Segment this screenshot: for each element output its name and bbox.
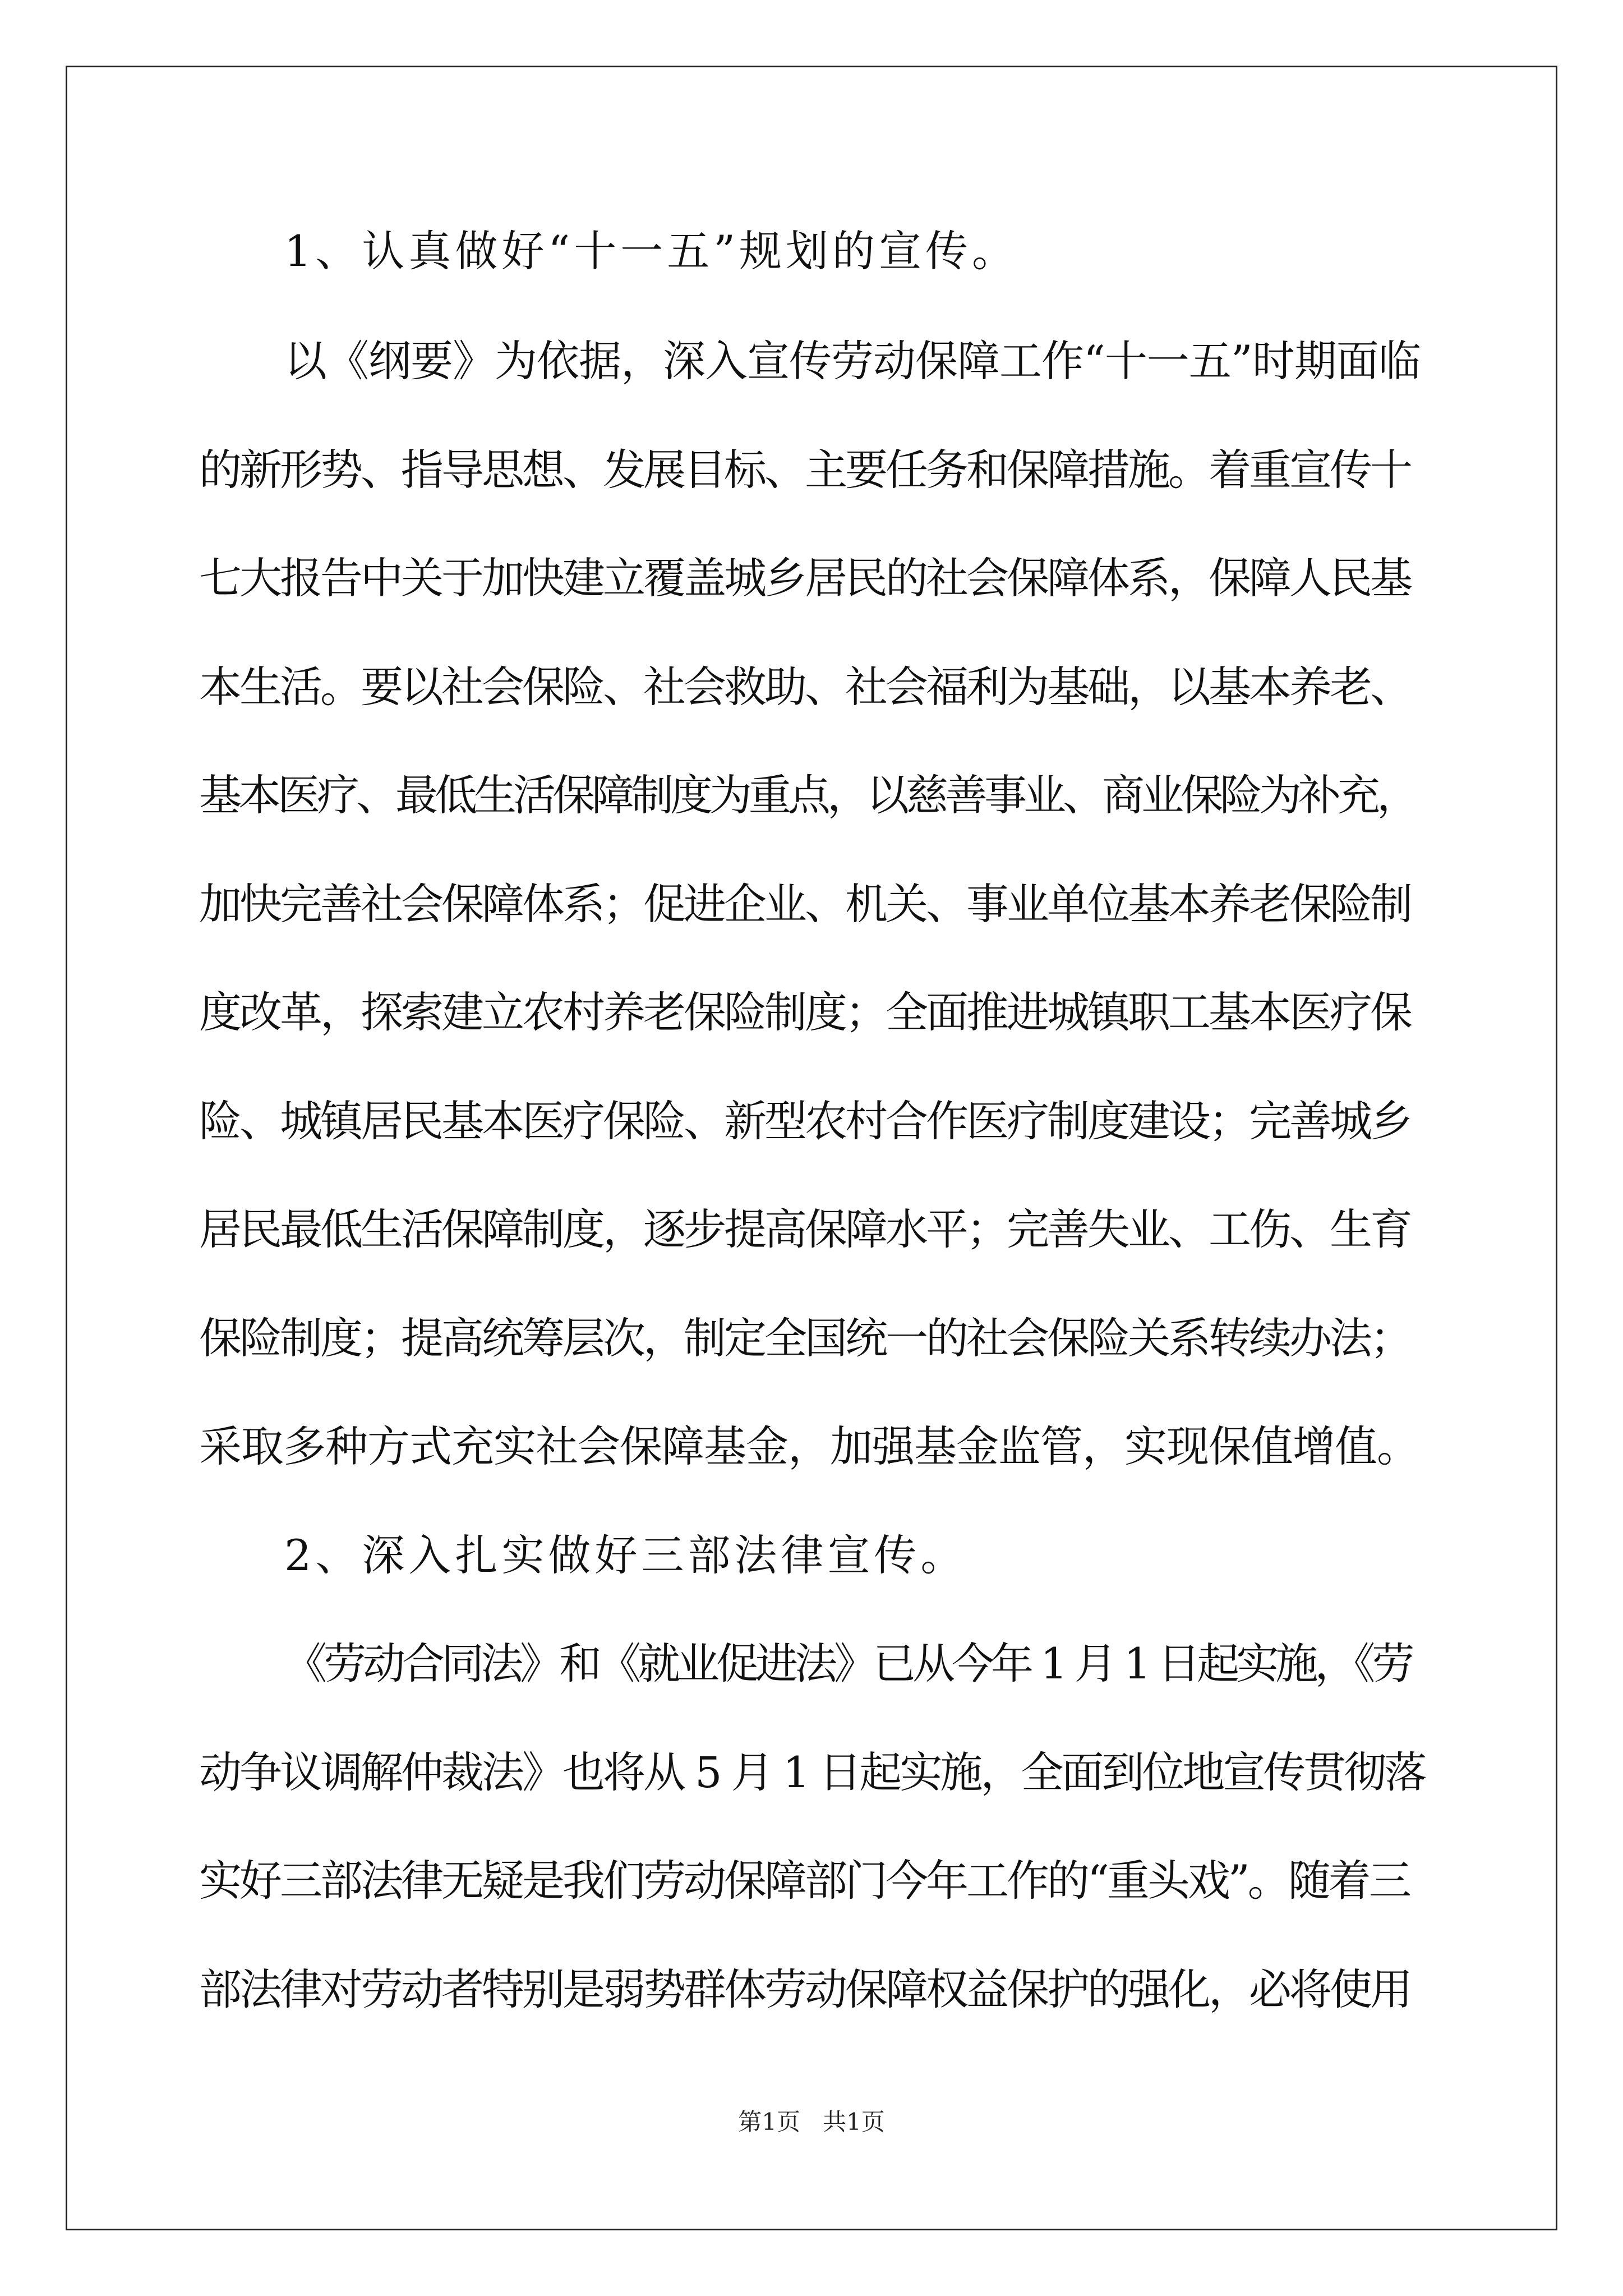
paragraph-2-line-7: 度改革，探索建立农村养老保险制度；全面推进城镇职工基本医疗保 xyxy=(199,987,1410,1037)
paragraph-2-line-10: 保险制度；提高统筹层次，制定全国统一的社会保险关系转续办法； xyxy=(199,1313,1410,1363)
paragraph-1-line-1: 1、认真做好“十一五”规划的宣传。 xyxy=(284,226,1019,276)
paragraph-3-line-1: 2、深入扎实做好三部法律宣传。 xyxy=(284,1530,967,1580)
paragraph-4-line-4: 部法律对劳动者特别是弱势群体劳动保障权益保护的强化，必将使用 xyxy=(199,1964,1410,2014)
paragraph-2-line-2: 的新形势、指导思想、发展目标、主要任务和保障措施。着重宣传十 xyxy=(199,445,1410,495)
paragraph-2-line-8: 险、城镇居民基本医疗保险、新型农村合作医疗制度建设；完善城乡 xyxy=(199,1096,1410,1146)
paragraph-2-line-1: 以《纲要》为依据，深入宣传劳动保障工作“十一五”时期面临 xyxy=(284,336,1421,386)
paragraph-4-line-3: 实好三部法律无疑是我们劳动保障部门今年工作的“重头戏”。随着三 xyxy=(199,1856,1409,1906)
paragraph-2-line-3: 七大报告中关于加快建立覆盖城乡居民的社会保障体系，保障人民基 xyxy=(199,553,1410,603)
paragraph-2-line-5: 基本医疗、最低生活保障制度为重点，以慈善事业、商业保险为补充， xyxy=(199,770,1416,820)
paragraph-4-line-2: 动争议调解仲裁法》也将从 5 月 1 日起实施，全面到位地宣传贯彻落 xyxy=(199,1747,1425,1797)
paragraph-2-line-9: 居民最低生活保障制度，逐步提高保障水平；完善失业、工伤、生育 xyxy=(199,1204,1410,1254)
paragraph-2-line-4: 本生活。要以社会保险、社会救助、社会福利为基础，以基本养老、 xyxy=(199,662,1410,712)
paragraph-2-line-6: 加快完善社会保障体系；促进企业、机关、事业单位基本养老保险制 xyxy=(199,879,1410,929)
paragraph-2-line-11: 采取多种方式充实社会保障基金，加强基金监管，实现保值增值。 xyxy=(199,1421,1419,1471)
page-frame xyxy=(66,66,1557,2230)
paragraph-4-line-1: 《劳动合同法》和《就业促进法》已从今年 1 月 1 日起实施，《劳 xyxy=(284,1639,1412,1688)
page-number-footer: 第1页 共1页 xyxy=(738,2108,885,2136)
